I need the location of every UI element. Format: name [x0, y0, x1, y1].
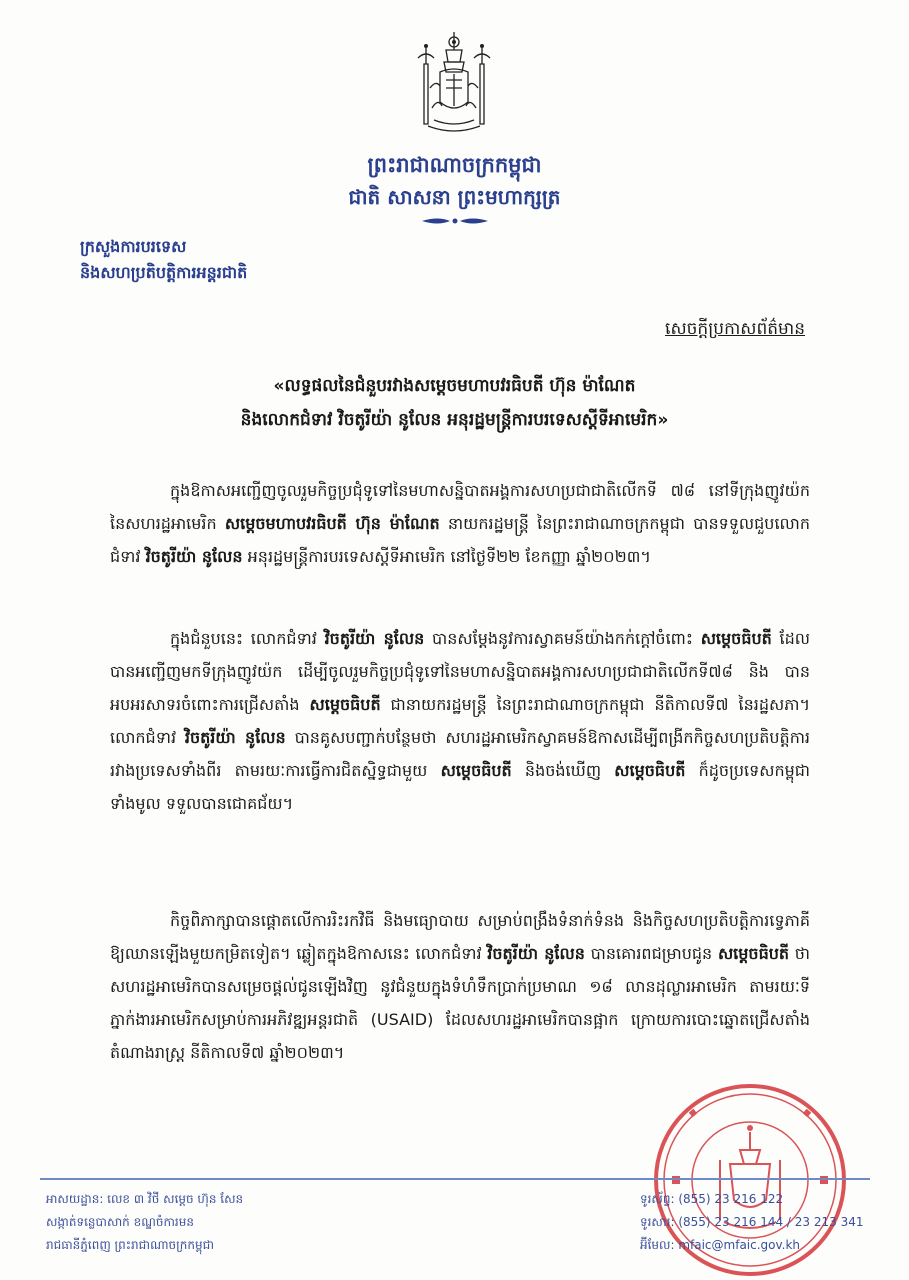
divider-ornament-icon: [420, 216, 490, 226]
email-address: អ៊ីមែល: mfaic@mfaic.gov.kh: [640, 1238, 801, 1252]
paragraph-3: កិច្ចពិភាក្សាបានផ្តោតលើការរិះរកវិធី និងមធ្យោបាយ សម្រាប់ពង្រឹងទំនាក់ទំនង និងកិច្ចសហប្រតិបត្តិការទ្វេភាគី ឱ្យឈានឡើងមួយកម្រិតទៀត។ ឆ្លៀតក្នុងឱកាសនេះ លោកជំទាវ វិចតូរីយ៉ា នូលែន បានគោរពជម្រាបជូន សម្តេចធិបតី ថាសហរដ្ឋអាមេរិកបានសម្រេចផ្តល់ជូនឡើងវិញ នូវជំនួយក្នុងទំហំទឹកប្រាក់ប្រមាណ ១៨ លានដុល្លារអាមេរិក តាមរយៈទីភ្នាក់ងារអាមេរិកសម្រាប់ការអភិវឌ្ឍអន្តរជាតិ (USAID) ដែលសហរដ្ឋអាមេរិកបានផ្អាក ក្រោយការបោះឆ្នោតជ្រើសតាំងតំណាងរាស្ត្រ នីតិកាលទី៧ ឆ្នាំ២០២៣។: [110, 911, 810, 1062]
royal-emblem-icon: [410, 28, 498, 136]
ministry-name: ក្រសួងការបរទេស: [80, 237, 187, 256]
headline-line2: និងលោកជំទាវ វិចតូរីយ៉ា នូលែន អនុរដ្ឋមន្ត្រីការបរទេសស្តីទីអាមេរិក»: [240, 410, 669, 430]
phone-number: ទូរស័ព្ទ: (855) 23 216 122: [640, 1192, 784, 1206]
address-line-1: អាសយដ្ឋាន: លេខ ៣ វិថី សម្តេច ហ៊ុន សែន: [46, 1192, 244, 1206]
fax-number: ទូរសារ: (855) 23 216 144 / 23 213 341: [640, 1215, 864, 1229]
footer-divider: [40, 1178, 870, 1180]
address-line-2: សង្កាត់ទន្លេបាសាក់ ខណ្ឌចំការមន: [46, 1215, 194, 1229]
address-line-3: រាជធានីភ្នំពេញ ព្រះរាជាណាចក្រកម្ពុជា: [46, 1238, 214, 1252]
kingdom-title: ព្រះរាជាណាចក្រកម្ពុជា: [367, 153, 542, 177]
paragraph-1: ក្នុងឱកាសអញ្ជើញចូលរួមកិច្ចប្រជុំទូទៅនៃមហាសន្និបាតអង្គការសហប្រជាជាតិលើកទី ៧៨ នៅទីក្រុងញូវយ៉ក នៃសហរដ្ឋអាមេរិក សម្តេចមហាបវរធិបតី ហ៊ុន ម៉ាណែត នាយករដ្ឋមន្ត្រី នៃព្រះរាជាណាចក្រកម្ពុជា បានទទួលជួបលោកជំទាវ វិចតូរីយ៉ា នូលែន អនុរដ្ឋមន្ត្រីការបរទេសស្តីទីអាមេរិក នៅថ្ងៃទី២២ ខែកញ្ញា ឆ្នាំ២០២៣។: [110, 481, 811, 566]
national-motto: ជាតិ សាសនា ព្រះមហាក្សត្រ: [348, 185, 561, 209]
footer-contact: [640, 1188, 864, 1257]
footer-address: [46, 1188, 243, 1257]
paragraph-2: ក្នុងជំនួបនេះ លោកជំទាវ វិចតូរីយ៉ា នូលែន បានសម្តែងនូវការស្វាគមន៍យ៉ាងកក់ក្តៅចំពោះ សម្តេចធិបតី ដែលបានអញ្ជើញមកទីក្រុងញូវយ៉ក ដើម្បីចូលរួមកិច្ចប្រជុំទូទៅនៃមហាសន្និបាតអង្គការសហប្រជាជាតិលើកទី៧៨ និង បានអបអរសាទរចំពោះការជ្រើសតាំង សម្តេចធិបតី ជានាយករដ្ឋមន្ត្រី នៃព្រះរាជាណាចក្រកម្ពុជា នីតិកាលទី៧ នៃរដ្ឋសភា។ លោកជំទាវ វិចតូរីយ៉ា នូលែន បានគូសបញ្ជាក់បន្ថែមថា សហរដ្ឋអាមេរិកស្វាគមន៍ឱកាសដើម្បីពង្រីកកិច្ចសហប្រតិបត្តិការរវាងប្រទេសទាំងពីរ តាមរយៈការធ្វើការជិតស្និទ្ធជាមួយ សម្តេចធិបតី និងចង់ឃើញ សម្តេចធិបតី ក៏ដូចប្រទេសកម្ពុជាទាំងមូល ទទួលបានជោគជ័យ។: [110, 629, 811, 813]
headline-line1: «លទ្ធផលនៃជំនួបរវាងសម្តេចមហាបវរធិបតី ហ៊ុន ម៉ាណែត: [273, 376, 636, 396]
document-type: សេចក្តីប្រកាសព័ត៌មាន: [665, 319, 805, 339]
ministry-name-line2: និងសហប្រតិបត្តិការអន្តរជាតិ: [80, 263, 248, 282]
